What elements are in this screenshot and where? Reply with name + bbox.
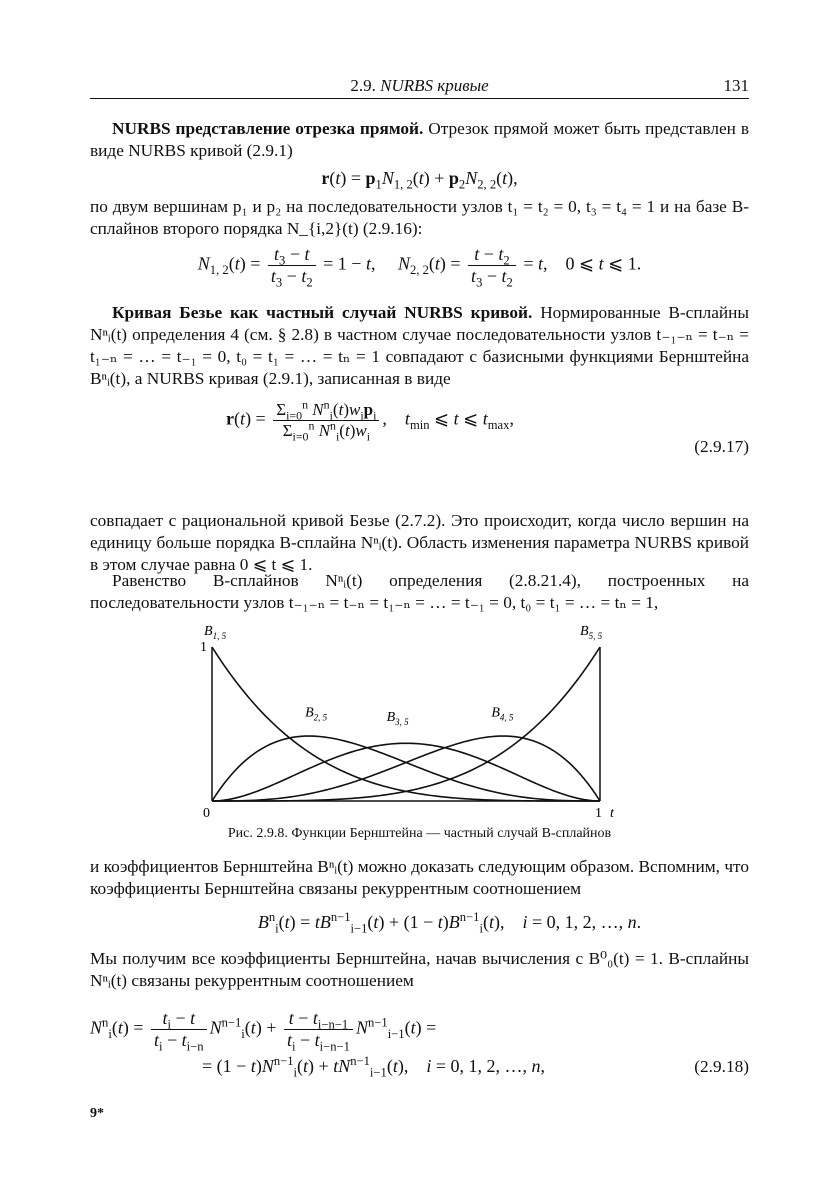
curve-label-B2-5: $B_{2, 5}$ [305, 705, 328, 723]
section-title: NURBS кривые [380, 76, 489, 95]
paragraph-text: Нормированные B-сплайны Nⁿᵢ(t) определения 4 (см. § 2.8) в частном случае последовательности узлов t₋₁₋ₙ = t₋ₙ = t₁₋ₙ = … = t₋₁ = 0, t₀ = t₁ = … = tₙ = 1 совпадают с базисными функциями Бернштейна Bⁿᵢ(t), а NURBS кривая (2.9.1), записанная в виде [90, 303, 749, 388]
paragraph-bezier-case [90, 302, 749, 390]
x-axis-label: t [610, 806, 614, 820]
signature-mark: 9* [90, 1106, 104, 1121]
bernstein-figure [190, 615, 640, 820]
curve-label-B5-5: $B_{5, 5}$ [580, 624, 603, 641]
curve-label-B3-5: $B_{3, 5}$ [386, 709, 409, 727]
paragraph-text: и коэффициентов Бернштейна Bⁿᵢ(t) можно доказать следующим образом. Вспомним, что коэффициенты Бернштейна связаны рекуррентным соотношением [90, 857, 749, 898]
paragraph-text: Равенство B-сплайнов Nⁿᵢ(t) определения (2.8.21.4), построенных на последовательности узлов t₋₁₋ₙ = t₋ₙ = t₁₋ₙ = … = t₋₁ = 0, t₀ = t₁ = … = tₙ = 1, [90, 571, 749, 612]
x-tick-label: 0 [203, 806, 210, 820]
equation-line-segment: $r(t) = p_1N_{1, 2}(t) + p_2N_{2, 2}(t)$, [321, 168, 518, 192]
paragraph-heading: Кривая Безье как частный случай NURBS кривой. [112, 303, 533, 322]
paragraph-bspline-recurrence [90, 948, 749, 992]
equation-number-17: (2.9.17) [694, 437, 749, 456]
paragraph-heading: NURBS представление отрезка прямой. [112, 119, 424, 138]
curve-B3-5 [212, 743, 600, 801]
paragraph-text: по двум вершинам p₁ и p₂ на последовательности узлов t₁ = t₂ = 0, t₃ = t₄ = 1 и на базе B-сплайнов второго порядка N_{i,2}(t) (2.9.16): [90, 197, 749, 238]
equation-basis-degree2: $N_{1, 2}(t)$ = $\frac{t_3 - t}{t_3 - t_2}$ = 1 − t, $N_{2, 2}(t)$ = $\frac{t - t_2}{t_3 - t_2}$ = t, 0 ⩽ t ⩽ 1. [197, 244, 642, 290]
running-title [90, 76, 749, 96]
equation-rational-bezier: r(t) = $\frac{\Sigma_{i=0}^n N^n_i(t)w_ip_i}{\Sigma_{i=0}^n N^n_i(t)w_i}$ , $t_{min}$ ⩽ t ⩽ $t_{max}$, [226, 397, 514, 444]
figure-caption: Рис. 2.9.8. Функции Бернштейна — частный случай B-сплайнов [227, 826, 612, 841]
paragraph-text: Отрезок прямой может быть представлен в виде NURBS кривой (2.9.1) [90, 119, 749, 160]
paragraph-text: Мы получим все коэффициенты Бернштейна, начав вычисления с B⁰₀(t) = 1. B-сплайны Nⁿᵢ(t) связаны рекуррентным соотношением [90, 949, 749, 990]
running-header [90, 76, 749, 99]
y-tick-label: 1 [200, 640, 207, 655]
equation-bernstein-recurrence: $B^n_i(t) = tB^{n-1}_{i-1}(t) + (1 - t)B^{n-1}_i(t)$, i = 0, 1, 2, …, n. [257, 910, 642, 936]
paragraph-vertices [90, 196, 749, 240]
paragraph-rational-bezier [90, 510, 749, 576]
page-number: 131 [723, 76, 749, 95]
paragraph-nurbs-segment [90, 118, 749, 162]
equation-number-18: (2.9.18) [694, 1057, 749, 1076]
x-tick-label: 1 [595, 806, 602, 820]
curve-label-B1-5: $B_{1, 5}$ [204, 624, 227, 641]
paragraph-bernstein-recurrence [90, 856, 749, 900]
equation-bspline-recurrence-2: = $(1 - t)N^{n-1}_i(t) + tN^{n-1}_{i-1}(t)$, i = 0, 1, 2, …, n, [202, 1054, 546, 1080]
section-number: 2.9. [350, 76, 376, 95]
paragraph-bspline-equality [90, 570, 749, 614]
paragraph-text: совпадает с рациональной кривой Безье (2.7.2). Это происходит, когда число вершин на единицу больше порядка B-сплайна Nⁿᵢ(t). Область изменения параметра NURBS кривой в этом случае равна 0 ⩽ t ⩽ 1. [90, 511, 749, 574]
equation-bspline-recurrence-1: $N^n_i(t)$ = $\frac{t_i - t}{t_i - t_{i-n}}$ $N^{n-1}_i(t)$ + $\frac{t - t_{i-n-1}}{t_i - t_{i-n-1}}$ $N^{n-1}_{i-1}(t)$ = [90, 1008, 437, 1054]
curve-label-B4-5: $B_{4, 5}$ [491, 705, 514, 723]
